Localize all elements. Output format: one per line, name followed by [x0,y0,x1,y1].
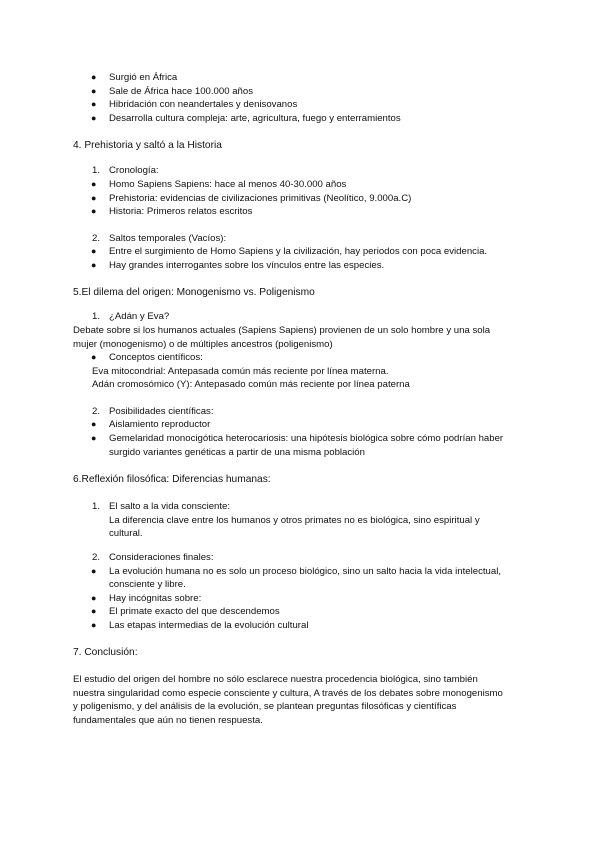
list-bullet: El primate exacto del que descendemos [109,606,280,617]
bullet-marker: ● [91,206,97,216]
bullet-marker: ● [91,193,97,203]
list-item-title: Saltos temporales (Vacíos): [109,233,227,244]
bullet-marker: ● [91,179,97,189]
list-item-title: ¿Adán y Eva? [109,311,170,322]
list-bullet: Prehistoria: evidencias de civilizaciones primitivas (Neolítico, 9.000a.C) [109,193,412,204]
paragraph-line: El estudio del origen del hombre no sólo esclarece nuestra procedencia biológica, sino también [73,674,478,685]
bullet-marker: ● [91,113,97,123]
paragraph-line: nuestra singularidad como especie consciente y cultura, A través de los debates sobre monogenismo [73,688,503,699]
list-number: 1. [92,311,101,322]
list-bullet-continuation: consciente y libre. [109,579,186,590]
list-item-title: Cronología: [109,165,159,176]
list-bullet: Entre el surgimiento de Homo Sapiens y la civilización, hay periodos con poca evidencia. [109,246,488,257]
paragraph-line: fundamentales que aún no tienen respuesta. [73,715,263,726]
list-bullet: Conceptos científicos: [109,352,203,363]
bullet-marker: ● [91,86,97,96]
bullet-marker: ● [91,72,97,82]
concept-line: Adán cromosómico (Y): Antepasado común más reciente por línea paterna [92,379,410,390]
bullet-marker: ● [91,99,97,109]
list-number: 2. [92,552,101,563]
list-item-text: La diferencia clave entre los humanos y otros primates no es biológica, sino espiritual y [109,515,480,526]
list-item-title: Consideraciones finales: [109,552,214,563]
list-bullet: La evolución humana no es solo un proceso biológico, sino un salto hacia la vida intelectual, [109,566,501,577]
paragraph-line: y poligenismo, y del análisis de la evolución, se plantean preguntas filosóficas y científicas [73,701,457,712]
bullet-marker: ● [91,433,97,443]
bullet-marker: ● [91,593,97,603]
section-heading: 4. Prehistoria y saltó a la Historia [73,140,222,151]
list-bullet: Gemelaridad monocigótica heterocariosis: una hipótesis biológica sobre cómo podrían haber [109,433,504,444]
section-heading: 7. Conclusión: [73,647,138,658]
bullet-marker: ● [91,260,97,270]
paragraph-line: mujer (monogenismo) o de múltiples ancestros (poligenismo) [73,339,333,350]
list-bullet: Homo Sapiens Sapiens: hace al menos 40-30.000 años [109,179,347,190]
bullet-marker: ● [91,606,97,616]
list-bullet: Hay grandes interrogantes sobre los vínculos entre las especies. [109,260,385,271]
section-heading: 5.El dilema del origen: Monogenismo vs. Poligenismo [73,287,315,298]
bullet-marker: ● [91,566,97,576]
list-bullet: Hay incógnitas sobre: [109,593,202,604]
intro-bullet: Sale de África hace 100.000 años [109,86,254,97]
bullet-marker: ● [91,620,97,630]
list-number: 2. [92,406,101,417]
paragraph-line: Debate sobre si los humanos actuales (Sapiens Sapiens) provienen de un solo hombre y una sola [73,325,491,336]
list-item-text: cultural. [109,528,143,539]
list-number: 2. [92,233,101,244]
bullet-marker: ● [91,352,97,362]
intro-bullet: Surgió en África [109,72,178,83]
section-heading: 6.Reflexión filosófica: Diferencias humanas: [73,474,271,485]
concept-line: Eva mitocondrial: Antepasada común más reciente por línea materna. [92,366,389,377]
bullet-marker: ● [91,246,97,256]
intro-bullet: Hibridación con neandertales y denisovanos [109,99,298,110]
list-item-title: El salto a la vida consciente: [109,501,231,512]
list-bullet: Aislamiento reproductor [109,419,211,430]
intro-bullet: Desarrolla cultura compleja: arte, agricultura, fuego y enterramientos [109,113,401,124]
list-bullet-continuation: surgido variantes genéticas a partir de una misma población [109,447,365,458]
list-bullet: Historia: Primeros relatos escritos [109,206,253,217]
list-item-title: Posibilidades científicas: [109,406,214,417]
list-bullet: Las etapas intermedias de la evolución cultural [109,620,309,631]
list-number: 1. [92,501,101,512]
bullet-marker: ● [91,419,97,429]
list-number: 1. [92,165,101,176]
